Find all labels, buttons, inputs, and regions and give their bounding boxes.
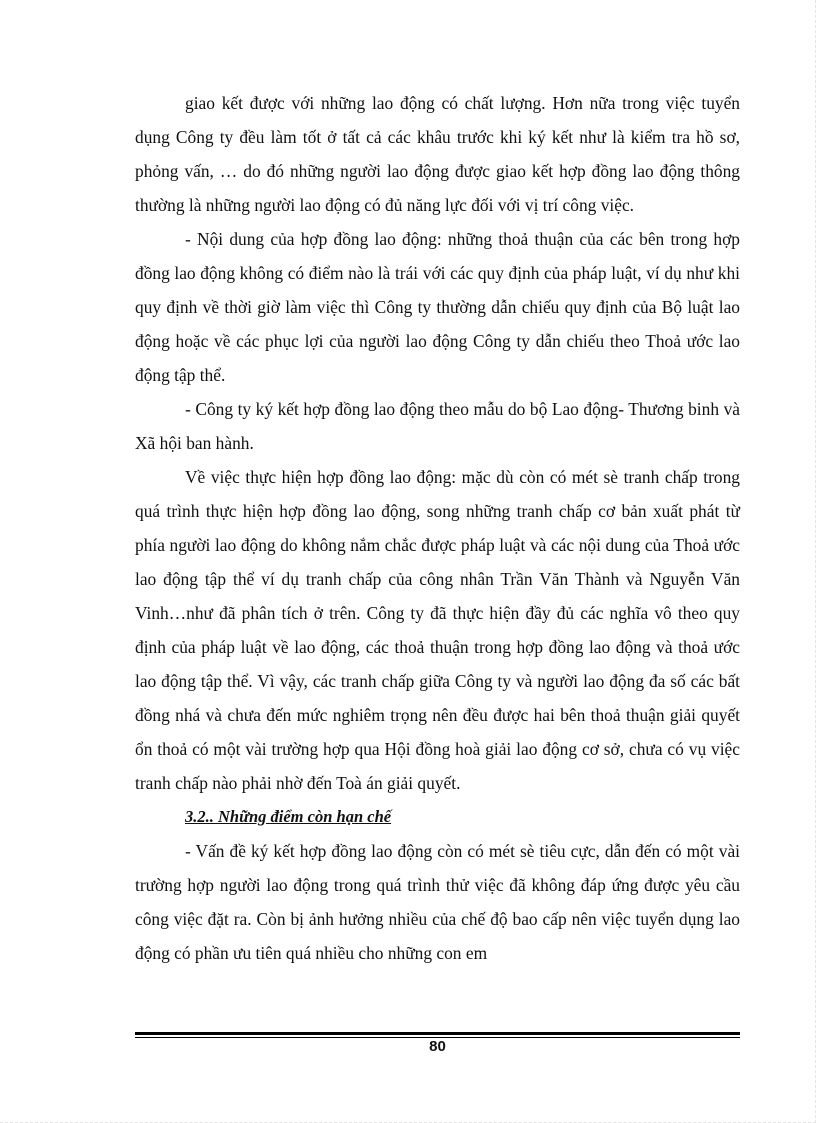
paragraph-contract-implementation: Về việc thực hiện hợp đồng lao động: mặc dù còn có mét sè tranh chấp trong quá trình thực hiện hợp đồng lao động, song những tranh chấp cơ bản xuất phát từ phía người lao động do không nắm chắc được pháp luật và các nội dung của Thoả ước lao động tập thể ví dụ tranh chấp của công nhân Trần Văn Thành và Nguyễn Văn Vinh…như đã phân tích ở trên. Công ty đã thực hiện đầy đủ các nghĩa vô theo quy định của pháp luật về lao động, các thoả thuận trong hợp đồng lao động và thoả ước lao động tập thể. Vì vậy, các tranh chấp giữa Công ty và người lao động đa số các bất đồng nhá và chưa đến mức nghiêm trọng nên đều được hai bên thoả thuận giải quyết ổn thoả có một vài trường hợp qua Hội đồng hoà giải lao động cơ sở, chưa có vụ việc tranh chấp nào phải nhờ đến Toà án giải quyết. (135, 467, 740, 793)
section-heading-text: 3.2.. Những điểm còn hạn chế (185, 807, 392, 826)
paragraph-contract-content: - Nội dung của hợp đồng lao động: những thoả thuận của các bên trong hợp đồng lao động không có điểm nào là trái với các quy định của pháp luật, ví dụ như khi quy định về thời giờ làm việc thì Công ty thường dẫn chiếu quy định của Bộ luật lao động hoặc về các phục lợi của người lao động Công ty dẫn chiếu theo Thoả ước lao động tập thể. (135, 229, 740, 385)
section-heading (135, 800, 740, 834)
page-number: 80 (429, 1038, 446, 1055)
paragraph-contract-template: - Công ty ký kết hợp đồng lao động theo mẫu do bộ Lao động- Thương binh và Xã hội ban hành. (135, 399, 740, 453)
document-body (135, 86, 740, 970)
paragraph-limitations: - Vấn đề ký kết hợp đồng lao động còn có mét sè tiêu cực, dẫn đến có một vài trường hợp người lao động trong quá trình thử việc đã không đáp ứng được yêu cầu công việc đặt ra. Còn bị ảnh hưởng nhiều của chế độ bao cấp nên việc tuyển dụng lao động có phần ưu tiên quá nhiều cho những con em (135, 841, 740, 963)
footer-rule-thick (135, 1032, 740, 1035)
paragraph-recruitment-quality: giao kết được với những lao động có chất lượng. Hơn nữa trong việc tuyển dụng Công ty đều làm tốt ở tất cả các khâu trước khi ký kết như là kiểm tra hồ sơ, phỏng vấn, … do đó những người lao động được giao kết hợp đồng lao động thông thường là những người lao động có đủ năng lực đối với vị trí công việc. (135, 93, 740, 215)
